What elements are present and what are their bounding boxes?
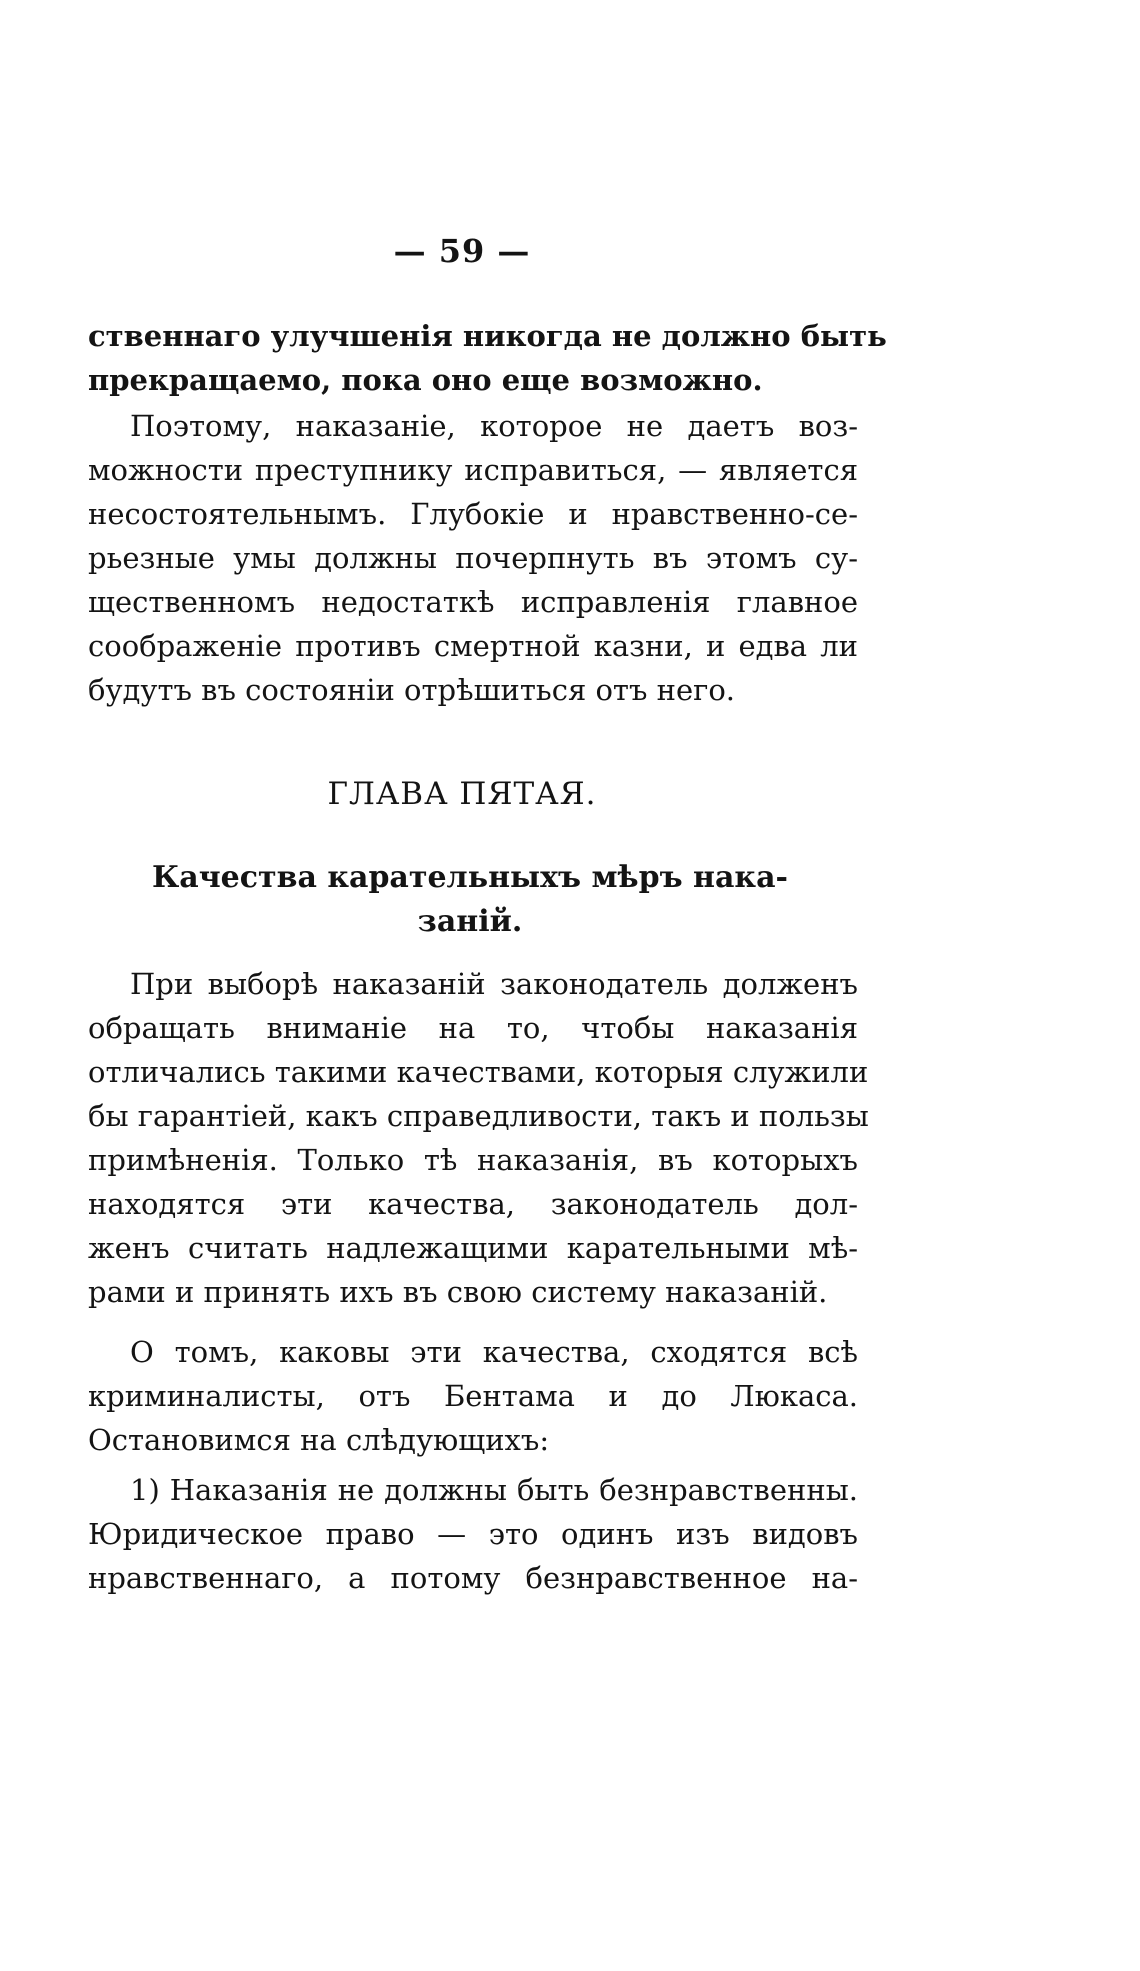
text-line: соображеніе противъ смертной казни, и едва ли [88, 629, 858, 663]
text-line: обращать вниманіе на то, чтобы наказанія [88, 1011, 858, 1045]
paragraph-therefore [88, 404, 858, 712]
text-line: щественномъ недостаткѣ исправленія главное [88, 585, 858, 619]
text-line: рами и принять ихъ въ свою систему наказаній. [88, 1275, 828, 1309]
text-line: можности преступнику исправиться, — является [88, 453, 858, 487]
text-line: рьезные умы должны почерпнуть въ этомъ су- [88, 541, 858, 575]
page-number: — 59 — [393, 232, 531, 270]
text-line: будутъ въ состояніи отрѣшиться отъ него. [88, 673, 736, 707]
text-line: Поэтому, наказаніе, которое не даетъ воз- [130, 409, 858, 443]
text-line: бы гарантіей, какъ справедливости, такъ и пользы [88, 1099, 869, 1133]
text-line: несостоятельнымъ. Глубокіе и нравственно-се- [88, 497, 858, 531]
text-line: Юридическое право — это одинъ изъ видовъ [88, 1517, 858, 1551]
paragraph-choice [88, 962, 869, 1314]
text-line: женъ считать надлежащими карательными мѣ- [88, 1231, 858, 1265]
paragraph-qualities [88, 1330, 858, 1462]
text-line: О томъ, каковы эти качества, сходятся всѣ [130, 1335, 858, 1369]
text-line: отличались такими качествами, которыя служили [88, 1055, 869, 1089]
text-line: 1) Наказанія не должны быть безнравственны. [130, 1473, 858, 1507]
section-title-line: Качества карательныхъ мѣръ нака- [152, 860, 788, 895]
text-line: прекращаемо, пока оно еще возможно. [88, 363, 763, 397]
text-line: нравственнаго, а потому безнравственное на- [88, 1561, 858, 1595]
text-line: Остановимся на слѣдующихъ: [88, 1423, 550, 1457]
paragraph-item-1 [88, 1468, 858, 1600]
paragraph-top [88, 314, 887, 402]
text-line: ственнаго улучшенія никогда не должно быть [88, 319, 887, 353]
text-line: криминалисты, отъ Бентама и до Люкаса. [88, 1379, 858, 1413]
section-title [100, 856, 840, 944]
text-line: При выборѣ наказаній законодатель долженъ [130, 967, 858, 1001]
text-line: находятся эти качества, законодатель дол- [88, 1187, 858, 1221]
chapter-title: ГЛАВА ПЯТАЯ. [327, 776, 597, 812]
section-title-line: заній. [417, 904, 523, 939]
text-line: примѣненія. Только тѣ наказанія, въ которыхъ [88, 1143, 858, 1177]
